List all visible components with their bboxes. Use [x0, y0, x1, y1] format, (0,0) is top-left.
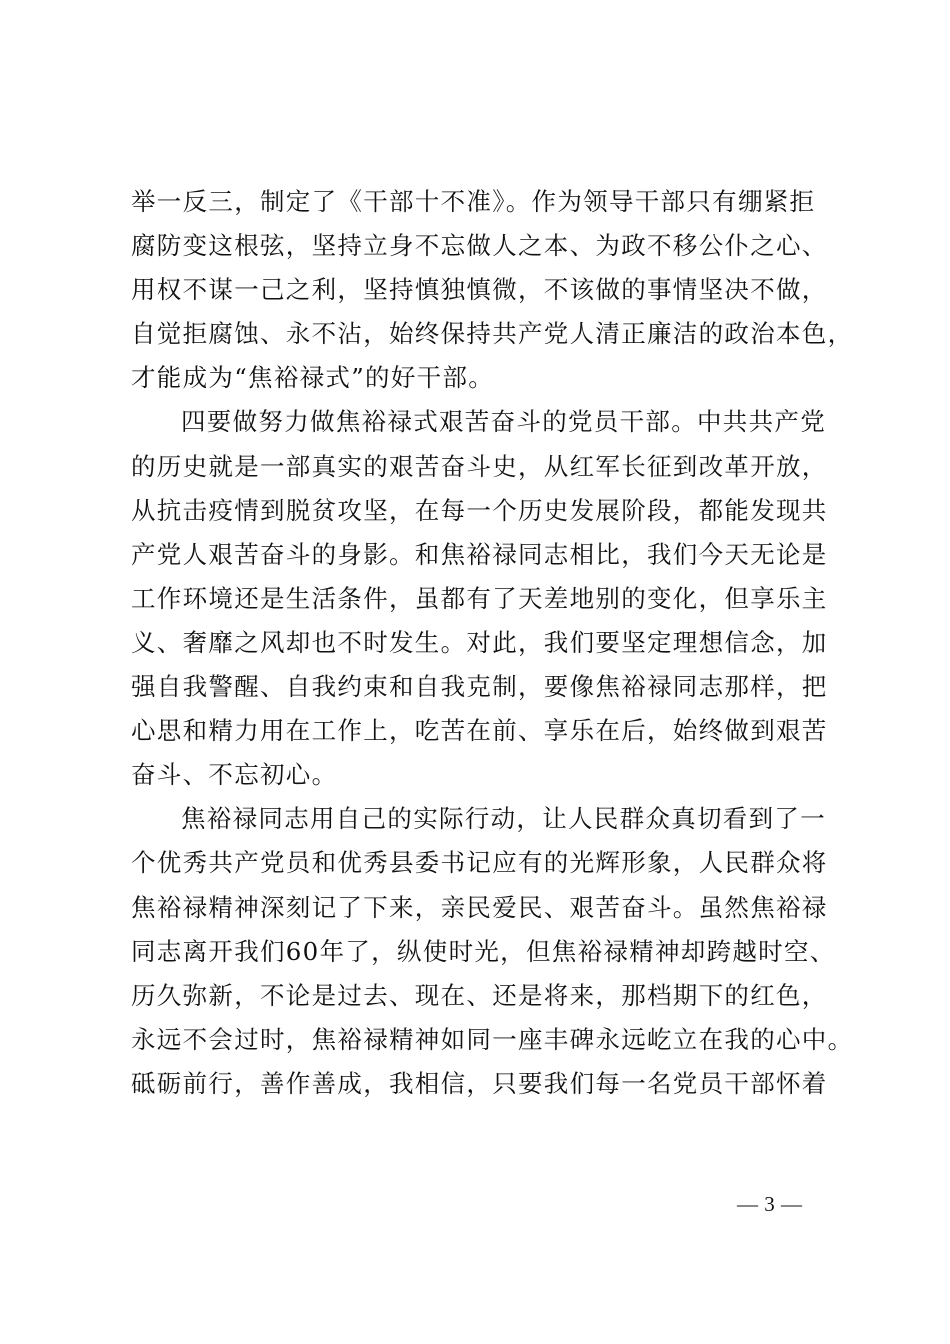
- text-line: 才能成为“焦裕禄式”的好干部。: [131, 363, 495, 393]
- text-line: 历久弥新，不论是过去、现在、还是将来，那档期下的红色，: [131, 980, 828, 1010]
- text-line: 腐防变这根弦，坚持立身不忘做人之本、为政不移公仆之心、: [131, 231, 828, 261]
- paragraph-first-line: 焦裕禄同志用自己的实际行动，让人民群众真切看到了一: [181, 804, 826, 834]
- body-text: [131, 180, 854, 1106]
- text-line: 工作环境还是生活条件，虽都有了天差地别的变化，但享乐主: [131, 583, 828, 613]
- text-line: 同志离开我们60年了，纵使时光，但焦裕禄精神却跨越时空、: [131, 936, 836, 966]
- text-line: 个优秀共产党员和优秀县委书记应有的光辉形象，人民群众将: [131, 848, 828, 878]
- text-line: 从抗击疫情到脱贫攻坚，在每一个历史发展阶段，都能发现共: [131, 495, 828, 525]
- text-line: 奋斗、不忘初心。: [131, 760, 338, 790]
- text-line: 用权不谋一己之利，坚持慎独慎微，不该做的事情坚决不做，: [131, 275, 828, 305]
- text-line: 的历史就是一部真实的艰苦奋斗史，从红军长征到改革开放，: [131, 451, 828, 481]
- text-line: 义、奢靡之风却也不时发生。对此，我们要坚定理想信念，加: [131, 627, 828, 657]
- text-line: 心思和精力用在工作上，吃苦在前、享乐在后，始终做到艰苦: [131, 716, 828, 746]
- paragraph-first-line: 四要做努力做焦裕禄式艰苦奋斗的党员干部。中共共产党: [181, 407, 826, 437]
- text-line: 强自我警醒、自我约束和自我克制，要像焦裕禄同志那样，把: [131, 672, 828, 702]
- text-line: 自觉拒腐蚀、永不沾，始终保持共产党人清正廉洁的政治本色，: [131, 319, 854, 349]
- text-line: 永远不会过时，焦裕禄精神如同一座丰碑永远屹立在我的心中。: [131, 1024, 854, 1054]
- page-number: — 3 —: [737, 1192, 803, 1216]
- text-line: 砥砺前行，善作善成，我相信，只要我们每一名党员干部怀着: [131, 1068, 828, 1098]
- text-line: 产党人艰苦奋斗的身影。和焦裕禄同志相比，我们今天无论是: [131, 539, 828, 569]
- text-line: 举一反三，制定了《干部十不准》。作为领导干部只有绷紧拒: [131, 187, 816, 216]
- text-line: 焦裕禄精神深刻记了下来，亲民爱民、艰苦奋斗。虽然焦裕禄: [131, 892, 828, 922]
